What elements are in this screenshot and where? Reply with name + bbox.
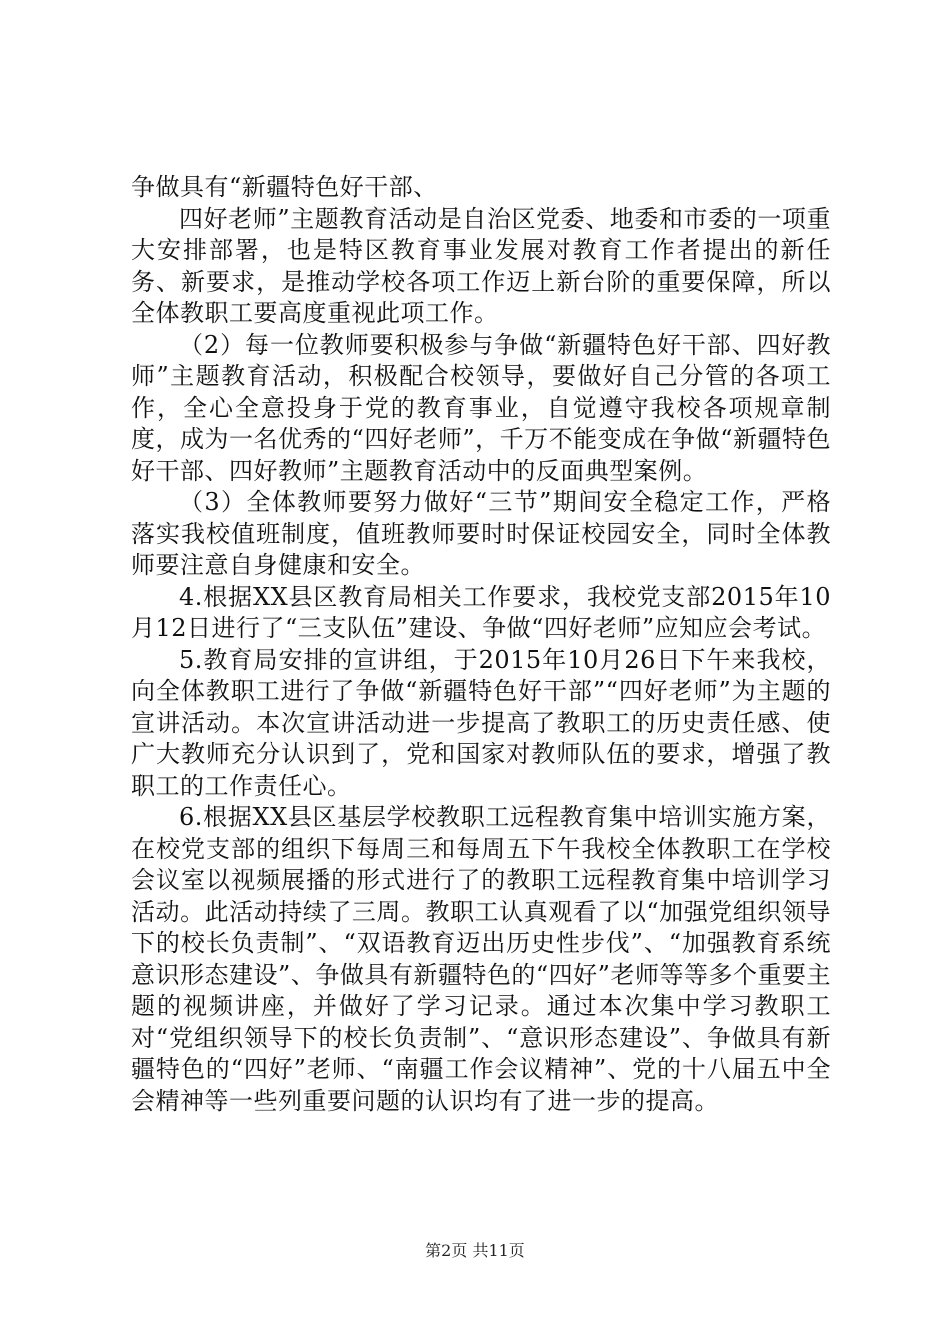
paragraph-point-5: 5.教育局安排的宣讲组，于2015年10月26日下午来我校，向全体教职工进行了争做“新疆特色好干部”“四好老师”为主题的宣讲活动。本次宣讲活动进一步提高了教职工的历史责任感、使广大教师充分认识到了，党和国家对教师队伍的要求，增强了教职工的工作责任心。: [131, 645, 831, 800]
paragraph-intro: 四好老师”主题教育活动是自治区党委、地委和市委的一项重大安排部署，也是特区教育事业发展对教育工作者提出的新任务、新要求，是推动学校各项工作迈上新台阶的重要保障，所以全体教职工要高度重视此项工作。: [131, 204, 831, 327]
page-number-label: 第2页 共11页: [425, 1241, 525, 1260]
paragraph-point-4: 4.根据XX县区教育局相关工作要求，我校党支部2015年10月12日进行了“三支队伍”建设、争做“四好老师”应知应会考试。: [131, 582, 831, 642]
paragraph-point-6: 6.根据XX县区基层学校教职工远程教育集中培训实施方案，在校党支部的组织下每周三和每周五下午我校全体教职工在学校会议室以视频展播的形式进行了的教职工远程教育集中培训学习活动。此活动持续了三周。教职工认真观看了以“加强党组织领导下的校长负责制”、“双语教育迈出历史性步伐”、“加强教育系统意识形态建设”、争做具有新疆特色的“四好”老师等等多个重要主题的视频讲座，并做好了学习记录。通过本次集中学习教职工对“党组织领导下的校长负责制”、“意识形态建设”、争做具有新疆特色的“四好”老师、“南疆工作会议精神”、党的十八届五中全会精神等一些列重要问题的认识均有了进一步的提高。: [131, 803, 831, 1115]
paragraph-continuation: 争做具有“新疆特色好干部、: [131, 173, 438, 201]
paragraph-item-2: （2）每一位教师要积极参与争做“新疆特色好干部、四好教师”主题教育活动，积极配合校领导，要做好自己分管的各项工作，全心全意投身于党的教育事业，自觉遵守我校各项规章制度，成为一名优秀的“四好老师”，千万不能变成在争做“新疆特色好干部、四好教师”主题教育活动中的反面典型案例。: [131, 330, 831, 485]
page-footer: [0, 1238, 950, 1261]
body-text: [131, 172, 831, 1117]
paragraph-item-3: （3）全体教师要努力做好“三节”期间安全稳定工作，严格落实我校值班制度，值班教师要时时保证校园安全，同时全体教师要注意自身健康和安全。: [131, 488, 831, 579]
